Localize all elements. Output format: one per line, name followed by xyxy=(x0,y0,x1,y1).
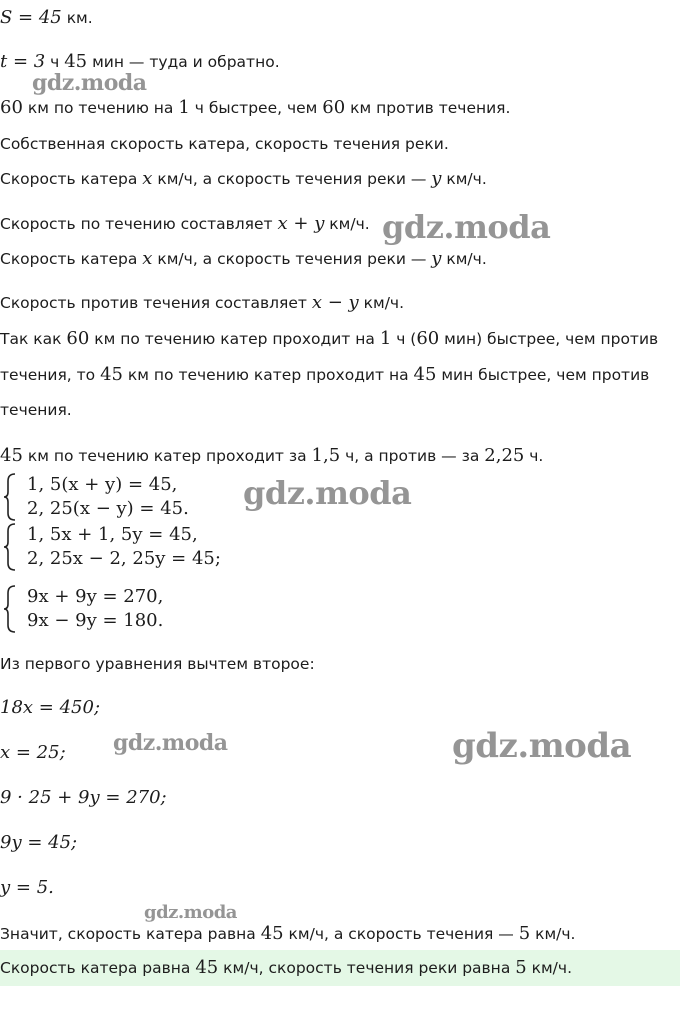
equation: 1, 5x + 1, 5y = 45, xyxy=(27,524,198,545)
math: 45 xyxy=(413,364,437,385)
brace-icon xyxy=(2,584,20,634)
text: ч, а против — за xyxy=(340,447,485,465)
reasoning-line xyxy=(0,364,649,386)
math: y xyxy=(431,168,442,189)
math: 45 xyxy=(195,957,219,978)
equation: 9x − 9y = 180. xyxy=(27,610,164,631)
equation-step xyxy=(0,787,167,809)
text: мин) быстрее, чем против xyxy=(439,330,659,348)
math: 9 · 25 + 9y = 270; xyxy=(0,787,167,808)
math: 60 xyxy=(322,97,346,118)
math: t = 3 xyxy=(0,51,46,72)
text: ч xyxy=(45,53,65,71)
conclusion-line xyxy=(0,923,575,945)
answer-box xyxy=(0,950,680,986)
watermark: gdz.moda xyxy=(382,208,551,246)
text: км/ч, скорость течения реки равна xyxy=(218,959,516,977)
math: y = 5. xyxy=(0,877,54,898)
text: ч ( xyxy=(391,330,417,348)
watermark: gdz.moda xyxy=(144,902,237,923)
downstream-speed xyxy=(0,213,370,235)
text: ч. xyxy=(524,447,544,465)
math: x = 25; xyxy=(0,742,66,763)
text: Скорость по течению составляет xyxy=(0,215,278,233)
math: 9y = 45; xyxy=(0,832,78,853)
text: Скорость катера xyxy=(0,170,143,188)
math: 45 xyxy=(0,445,23,466)
variables-line xyxy=(0,248,487,270)
math: 60 xyxy=(66,328,90,349)
math: 1,5 xyxy=(311,445,341,466)
text: км по течению на xyxy=(22,99,179,117)
math: S = 45 xyxy=(0,7,62,28)
text: км против течения. xyxy=(345,99,511,117)
text: км/ч, а скорость течения реки — xyxy=(152,170,432,188)
math: x − y xyxy=(311,292,359,313)
text: мин — туда и обратно. xyxy=(87,53,280,71)
equation: 1, 5(x + y) = 45, xyxy=(27,474,178,495)
math: 1 xyxy=(178,97,190,118)
text: течения, то xyxy=(0,366,101,384)
text: Скорость катера равна xyxy=(0,959,196,977)
text: км/ч. xyxy=(441,250,487,268)
watermark: gdz.moda xyxy=(243,474,412,512)
brace-icon xyxy=(2,522,20,572)
text: км/ч. xyxy=(358,294,405,312)
equation: 2, 25(x − y) = 45. xyxy=(27,498,189,519)
math: 1 xyxy=(379,328,392,349)
text: ч быстрее, чем xyxy=(189,99,323,117)
text: Скорость катера xyxy=(0,250,143,268)
math: 2,25 xyxy=(484,445,525,466)
upstream-speed xyxy=(0,292,404,314)
given-condition xyxy=(0,97,510,119)
text: Значит, скорость катера равна xyxy=(0,925,261,943)
watermark: gdz.moda xyxy=(32,70,147,96)
variables-line xyxy=(0,168,487,190)
text: км по течению катер проходит за xyxy=(22,447,312,465)
math: 5 xyxy=(518,923,531,944)
math: 45 xyxy=(100,364,123,385)
math: x xyxy=(142,248,153,269)
brace-icon xyxy=(2,472,20,522)
text: Так как xyxy=(0,330,67,348)
text: км по течению катер проходит на xyxy=(123,366,414,384)
given-time xyxy=(0,51,280,73)
math: 18x = 450; xyxy=(0,697,101,718)
watermark: gdz.moda xyxy=(452,726,632,766)
reasoning-line xyxy=(0,328,658,350)
text: км по течению катер проходит на xyxy=(89,330,380,348)
find-statement xyxy=(0,133,449,155)
math: 60 xyxy=(416,328,440,349)
equation-step xyxy=(0,697,100,719)
equation-step xyxy=(0,877,54,899)
text: км. xyxy=(61,9,93,27)
given-distance xyxy=(0,7,93,29)
subtract-step xyxy=(0,653,315,675)
text: Собственная скорость катера, скорость течения реки. xyxy=(0,135,449,153)
times-line xyxy=(0,445,543,467)
equation: 9x + 9y = 270, xyxy=(27,586,164,607)
text: км/ч. xyxy=(441,170,487,188)
watermark: gdz.moda xyxy=(113,730,228,756)
text: Скорость против течения составляет xyxy=(0,294,312,312)
equation: 2, 25x − 2, 25y = 45; xyxy=(27,548,221,569)
text: мин быстрее, чем против xyxy=(436,366,650,384)
math: x + y xyxy=(277,213,325,234)
equation-step xyxy=(0,832,77,854)
text: км/ч. xyxy=(526,959,572,977)
math: y xyxy=(431,248,442,269)
math: 60 xyxy=(0,97,23,118)
text: км/ч, а скорость течения реки — xyxy=(152,250,432,268)
text: Из первого уравнения вычтем второе: xyxy=(0,655,315,673)
text: км/ч, а скорость течения — xyxy=(283,925,519,943)
math: 45 xyxy=(64,51,88,72)
text: течения. xyxy=(0,401,72,419)
text: км/ч. xyxy=(530,925,576,943)
math: 45 xyxy=(260,923,284,944)
reasoning-line xyxy=(0,399,72,421)
math: x xyxy=(142,168,153,189)
math: 5 xyxy=(515,957,527,978)
equation-step xyxy=(0,742,66,764)
text: км/ч. xyxy=(324,215,370,233)
